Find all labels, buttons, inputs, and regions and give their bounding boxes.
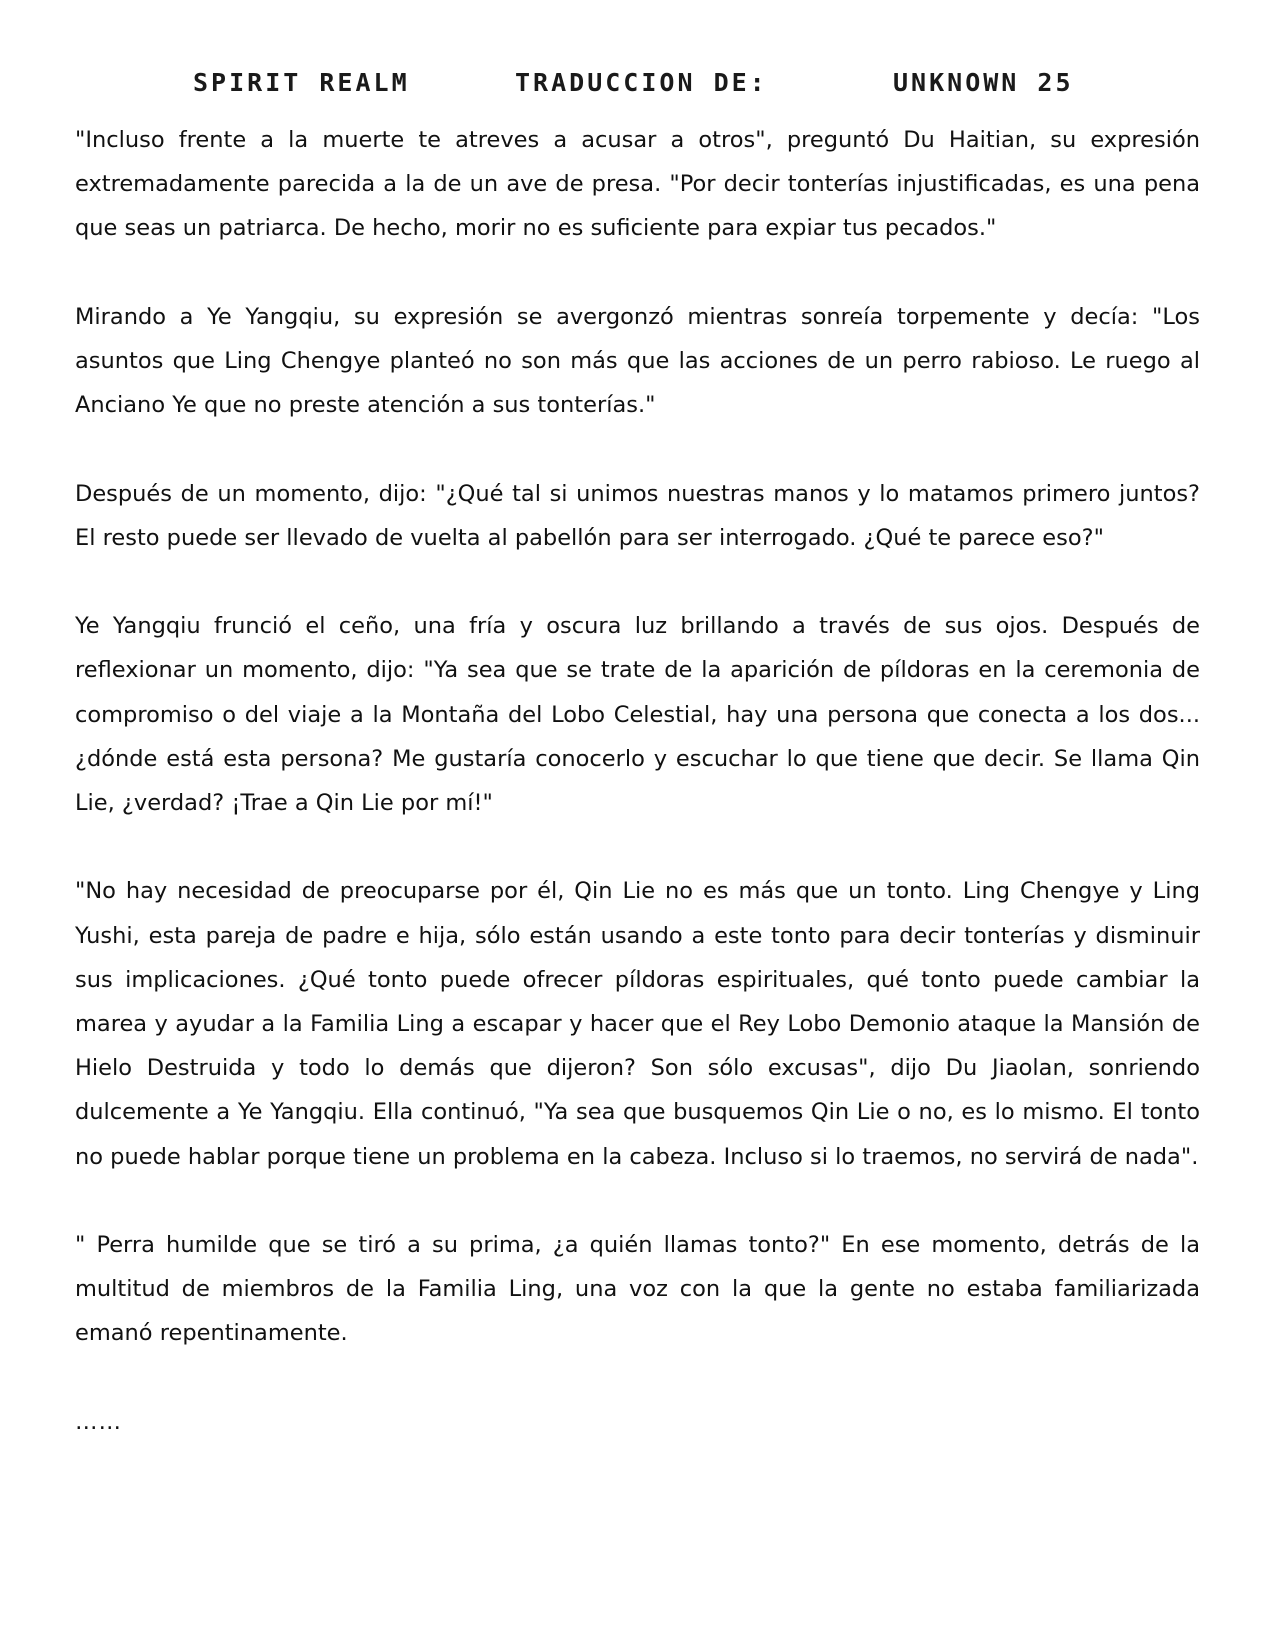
header-translation-label: TRADUCCION DE: (515, 68, 768, 97)
paragraph: " Perra humilde que se tiró a su prima, ¿a quién llamas tonto?" En ese momento, detrás de la multitud de miembros de la Familia Ling, una voz con la que la gente no estaba familiarizada emanó repentinamente. (75, 1232, 1200, 1347)
document-body (75, 118, 1200, 1444)
paragraph: Mirando a Ye Yangqiu, su expresión se avergonzó mientras sonreía torpemente y decía: "Los asuntos que Ling Chengye planteó no son más que las acciones de un perro rabioso. Le ruego al Anciano Ye que no preste atención a sus tonterías." (75, 303, 1200, 419)
header-translator: UNKNOWN 25 (893, 68, 1074, 97)
page-header (0, 68, 1275, 108)
header-title: SPIRIT REALM (193, 68, 410, 97)
paragraph: Ye Yangqiu frunció el ceño, una fría y oscura luz brillando a través de sus ojos. Después de reflexionar un momento, dijo: "Ya sea que se trate de la aparición de píldoras en la ceremonia de compromiso o del viaje a la Montaña del Lobo Celestial, hay una persona que conecta a los dos... ¿dónde está esta persona? Me gustaría conocerlo y escuchar lo que tiene que decir. Se llama Qin Lie, ¿verdad? ¡Trae a Qin Lie por mí!" (75, 613, 1200, 816)
paragraph: Después de un momento, dijo: "¿Qué tal si unimos nuestras manos y lo matamos primero juntos? El resto puede ser llevado de vuelta al pabellón para ser interrogado. ¿Qué te parece eso?" (75, 480, 1200, 551)
ellipsis-marker: …… (75, 1408, 122, 1435)
paragraph: "Incluso frente a la muerte te atreves a acusar a otros", preguntó Du Haitian, su expresión extremadamente parecida a la de un ave de presa. "Por decir tonterías injustificadas, es una pena que seas un patriarca. De hecho, morir no es suficiente para expiar tus pecados." (75, 127, 1200, 242)
paragraph: "No hay necesidad de preocuparse por él, Qin Lie no es más que un tonto. Ling Chengye y Ling Yushi, esta pareja de padre e hija, sólo están usando a este tonto para decir tonterías y disminuir sus implicaciones. ¿Qué tonto puede ofrecer píldoras espirituales, qué tonto puede cambiar la marea y ayudar a la Familia Ling a escapar y hacer que el Rey Lobo Demonio ataque la Mansión de Hielo Destruida y todo lo demás que dijeron? Son sólo excusas", dijo Du Jiaolan, sonriendo dulcemente a Ye Yangqiu. Ella continuó, "Ya sea que busquemos Qin Lie o no, es lo mismo. El tonto no puede hablar porque tiene un problema en la cabeza. Incluso si lo traemos, no servirá de nada". (75, 878, 1200, 1170)
